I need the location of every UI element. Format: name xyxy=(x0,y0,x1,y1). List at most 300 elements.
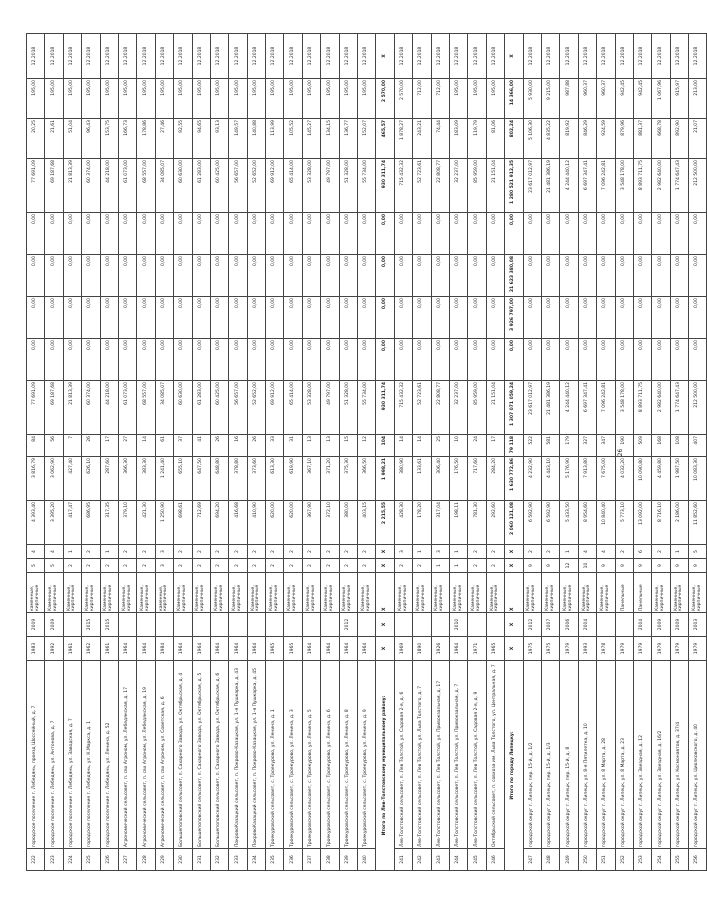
cell-address: городское поселение г. Лебедянь, ул. Ленина, д. 52 xyxy=(100,661,118,849)
cell-deadline: 12.2018 xyxy=(449,34,467,79)
cell-total-area: 317,04 xyxy=(431,501,449,545)
cell-total-area: 367,90 xyxy=(302,501,320,545)
cell-cost-col-a: 0,00 xyxy=(449,339,467,381)
cell-residents: 24 xyxy=(468,435,486,457)
cell-wall-material: Каменные, кирпичные xyxy=(266,573,284,613)
cell-residents: 84 xyxy=(27,435,45,457)
cell-max-unit-cost: 195,00 xyxy=(358,79,376,119)
cell-entrances: 2 xyxy=(118,545,136,559)
cell-floors: 3 xyxy=(155,559,173,573)
table-row xyxy=(670,34,688,871)
cell-unit-cost: 819,92 xyxy=(560,119,578,159)
cell-year-repair xyxy=(63,613,81,637)
cell-year-repair xyxy=(155,613,173,637)
cell-cost-col-c: 0,00 xyxy=(339,255,357,297)
cell-max-unit-cost: 987,88 xyxy=(560,79,578,119)
cell-max-unit-cost: 195,00 xyxy=(137,79,155,119)
table-row xyxy=(266,34,284,871)
cell-cost-col-e: 69 187,68 xyxy=(45,159,63,213)
table-row xyxy=(413,34,431,871)
cell-living-area: 1 987,50 xyxy=(670,457,688,501)
cell-cost-col-e: 6 697 347,41 xyxy=(578,159,596,213)
cell-entrances: 2 xyxy=(82,545,100,559)
cell-floors: 12 xyxy=(560,559,578,573)
cell-residents: 10 xyxy=(449,435,467,457)
cell-cost-col-e: 68 557,00 xyxy=(137,159,155,213)
cell-residents: 347 xyxy=(597,435,615,457)
cell-living-area: 366,30 xyxy=(118,457,136,501)
cell-year-repair xyxy=(210,613,228,637)
cell-max-unit-cost: 195,00 xyxy=(174,79,192,119)
cell-deadline: 12.2018 xyxy=(541,34,559,79)
cell-year-built: 1965 xyxy=(284,637,302,661)
cell-total-cost: 60 374,00 xyxy=(82,381,100,435)
cell-total-area: 292,60 xyxy=(486,501,504,545)
cell-cost-col-b: 0,00 xyxy=(413,297,431,339)
cell-floors: 2 xyxy=(192,559,210,573)
cell-deadline: 12.2018 xyxy=(284,34,302,79)
cell-total-area: 410,90 xyxy=(247,501,265,545)
cell-year-repair: 2015 xyxy=(82,613,100,637)
cell-residents: 26 xyxy=(247,435,265,457)
cell-cost-col-c: 0,00 xyxy=(358,255,376,297)
cell-address: Троекуровский сельсовет, с. Троекурово, ул. Ленина, д. 1 xyxy=(266,661,284,849)
cell-no: Итого по Лев-Толстовскому муниципальному району: xyxy=(376,661,394,871)
cell-year-built: 1964 xyxy=(449,637,467,661)
cell-floors: 2 xyxy=(63,559,81,573)
cell-max-unit-cost: 195,00 xyxy=(118,79,136,119)
cell-residents: 27 xyxy=(118,435,136,457)
cell-deadline: 12.2018 xyxy=(174,34,192,79)
cell-year-repair xyxy=(118,613,136,637)
cell-cost-col-a: 0,00 xyxy=(302,339,320,381)
cell-cost-col-e: 1 280 521 912,35 xyxy=(505,159,523,213)
cell-unit-cost: 134,15 xyxy=(321,119,339,159)
cell-wall-material: каменные, кирпичные xyxy=(155,573,173,613)
cell-cost-col-d: 0,00 xyxy=(63,213,81,255)
cell-residents: 7 xyxy=(63,435,81,457)
cell-address: городское поселение г. Лебедянь, ул. Антонова, д. 7 xyxy=(45,661,63,849)
cell-residents: 14 xyxy=(137,435,155,457)
cell-address: Троекуровский сельсовет, с. Троекурово, ул. Ленина, д. 3 xyxy=(284,661,302,849)
cell-cost-col-a: 0,00 xyxy=(284,339,302,381)
cell-entrances: 3 xyxy=(394,545,412,559)
cell-max-unit-cost: 195,00 xyxy=(266,79,284,119)
cell-total-area: 1 250,90 xyxy=(155,501,173,545)
cell-entrances: 6 xyxy=(633,545,651,559)
cell-cost-col-d: 0,00 xyxy=(652,213,670,255)
cell-year-repair xyxy=(468,613,486,637)
cell-cost-col-e: 4 244 440,12 xyxy=(560,159,578,213)
cell-total-cost: 3 548 178,00 xyxy=(615,381,633,435)
cell-floors: 2 xyxy=(284,559,302,573)
cell-year-repair xyxy=(137,613,155,637)
cell-living-area: 648,80 xyxy=(210,457,228,501)
cell-year-repair: 2004 xyxy=(578,613,596,637)
cell-max-unit-cost: 1 067,96 xyxy=(652,79,670,119)
cell-cost-col-a: 0,00 xyxy=(597,339,615,381)
cell-cost-col-e: 49 797,00 xyxy=(321,159,339,213)
cell-cost-col-d: 0,00 xyxy=(376,213,394,255)
cell-wall-material: Каменные, кирпичные xyxy=(302,573,320,613)
table-row xyxy=(118,34,136,871)
cell-year-built: 1964 xyxy=(339,637,357,661)
cell-total-cost: 85 959,00 xyxy=(468,381,486,435)
cell-unit-cost: 81,06 xyxy=(486,119,504,159)
cell-wall-material: Каменные, кирпичные xyxy=(449,573,467,613)
cell-year-built: 1971 xyxy=(468,637,486,661)
cell-max-unit-cost: 195,00 xyxy=(63,79,81,119)
cell-cost-col-c: 0,00 xyxy=(229,255,247,297)
cell-cost-col-e: 69 912,00 xyxy=(266,159,284,213)
cell-cost-col-e: 61 073,00 xyxy=(118,159,136,213)
cell-no: 223 xyxy=(45,849,63,871)
cell-wall-material: Каменные, кирпичные xyxy=(541,573,559,613)
cell-floors: 10 xyxy=(578,559,596,573)
cell-floors: X xyxy=(376,559,394,573)
cell-max-unit-cost: 195,00 xyxy=(45,79,63,119)
cell-residents: 108 xyxy=(670,435,688,457)
cell-cost-col-a: 0,00 xyxy=(339,339,357,381)
cell-entrances: 2 xyxy=(210,545,228,559)
cell-wall-material: Каменные, кирпичные xyxy=(339,573,357,613)
cell-address: городское поселение г. Лебедянь, проезд Шоссейный, д. 7 xyxy=(27,661,45,849)
table-row xyxy=(321,34,339,871)
cell-cost-col-b: 0,00 xyxy=(82,297,100,339)
cell-cost-col-d: 0,00 xyxy=(45,213,63,255)
cell-cost-col-d: 0,00 xyxy=(670,213,688,255)
cell-residents: 37 xyxy=(174,435,192,457)
cell-cost-col-c: 0,00 xyxy=(321,255,339,297)
cell-cost-col-d: 0,00 xyxy=(27,213,45,255)
cell-no: 253 xyxy=(633,849,651,871)
cell-deadline: 12.2018 xyxy=(229,34,247,79)
cell-year-built: 1964 xyxy=(192,637,210,661)
cell-total-cost: 4 244 440,12 xyxy=(560,381,578,435)
cell-cost-col-b: 0,00 xyxy=(100,297,118,339)
cell-cost-col-d: 0,00 xyxy=(247,213,265,255)
cell-cost-col-a: 0,00 xyxy=(118,339,136,381)
cell-deadline: 12.2018 xyxy=(155,34,173,79)
cell-floors: 2 xyxy=(339,559,357,573)
cell-living-area: 306,40 xyxy=(431,457,449,501)
cell-entrances: 2 xyxy=(468,545,486,559)
cell-deadline: 12.2018 xyxy=(597,34,615,79)
cell-year-repair: 2012 xyxy=(523,613,541,637)
cell-cost-col-a: 0,00 xyxy=(413,339,431,381)
cell-cost-col-b: 0,00 xyxy=(358,297,376,339)
cell-cost-col-b: 0,00 xyxy=(541,297,559,339)
cell-deadline: 12.2018 xyxy=(210,34,228,79)
cell-cost-col-b: 0,00 xyxy=(247,297,265,339)
cell-no: 251 xyxy=(597,849,615,871)
cell-cost-col-a: 0,00 xyxy=(45,339,63,381)
cell-address: городской округ г. Липецк, ул. 8-я Пятилетка, д. 10 xyxy=(578,661,596,849)
cell-floors: 2 xyxy=(486,559,504,573)
cell-total-area: 417,47 xyxy=(63,501,81,545)
cell-entrances: 1 xyxy=(413,545,431,559)
cell-no: Итого по городу Липецку: xyxy=(505,661,523,871)
cell-living-area: 619,90 xyxy=(284,457,302,501)
cell-year-built: 1964 xyxy=(321,637,339,661)
cell-cost-col-c: 0,00 xyxy=(100,255,118,297)
cell-cost-col-a: 0,00 xyxy=(541,339,559,381)
cell-address: Лев-Толстовский сельсовет, п. Лев Толстой, ул. Привокзальная, д. 7 xyxy=(449,661,467,849)
cell-cost-col-e: 21 151,04 xyxy=(486,159,504,213)
cell-total-area: 380,00 xyxy=(339,501,357,545)
cell-cost-col-c: 0,00 xyxy=(431,255,449,297)
cell-cost-col-b: 0,00 xyxy=(284,297,302,339)
cell-deadline: 12.2018 xyxy=(100,34,118,79)
cell-address: Троекуровский сельсовет, с. Троекурово, ул. Ленина, д. 5 xyxy=(302,661,320,849)
cell-no: 249 xyxy=(560,849,578,871)
cell-cost-col-c: 0,00 xyxy=(541,255,559,297)
cell-year-built: 1964 xyxy=(358,637,376,661)
cell-cost-col-d: 0,00 xyxy=(229,213,247,255)
cell-cost-col-e: 52 723,61 xyxy=(413,159,431,213)
cell-cost-col-a: 0,00 xyxy=(247,339,265,381)
cell-living-area: 3 816,79 xyxy=(27,457,45,501)
cell-year-repair xyxy=(358,613,376,637)
cell-total-area: 686,95 xyxy=(82,501,100,545)
table-row xyxy=(523,34,541,871)
cell-cost-col-a: 0,00 xyxy=(431,339,449,381)
cell-living-area: 366,50 xyxy=(358,457,376,501)
cell-cost-col-b: 0,00 xyxy=(321,297,339,339)
cell-year-repair: 2007 xyxy=(541,613,559,637)
cell-deadline: 12.2018 xyxy=(615,34,633,79)
cell-cost-col-d: 0,00 xyxy=(523,213,541,255)
cell-year-repair: 2012 xyxy=(339,613,357,637)
cell-total-cost: 212 500,00 xyxy=(689,381,707,435)
cell-cost-col-b: 0,00 xyxy=(339,297,357,339)
cell-residents: 26 xyxy=(210,435,228,457)
cell-year-repair: 2009 xyxy=(45,613,63,637)
cell-address: городское поселение г. Лебедянь, ул. К.Маркса, д. 1 xyxy=(82,661,100,849)
cell-deadline: 12.2018 xyxy=(45,34,63,79)
cell-entrances: 2 xyxy=(339,545,357,559)
cell-entrances: 1 xyxy=(63,545,81,559)
cell-cost-col-d: 0,00 xyxy=(597,213,615,255)
cell-cost-col-c: 0,00 xyxy=(394,255,412,297)
cell-floors: 2 xyxy=(468,559,486,573)
cell-cost-col-a: 0,00 xyxy=(266,339,284,381)
cell-cost-col-a: 0,00 xyxy=(523,339,541,381)
cell-wall-material: Каменные, кирпичные xyxy=(45,573,63,613)
cell-total-cost: 51 328,00 xyxy=(339,381,357,435)
cell-cost-col-a: 0,00 xyxy=(321,339,339,381)
cell-total-cost: 1 774 647,43 xyxy=(670,381,688,435)
cell-cost-col-d: 0,00 xyxy=(560,213,578,255)
cell-residents: 168 xyxy=(652,435,670,457)
cell-no: 246 xyxy=(486,849,504,871)
cell-year-repair: 2004 xyxy=(633,613,651,637)
cell-entrances: 4 xyxy=(45,545,63,559)
cell-cost-col-d: 0,00 xyxy=(155,213,173,255)
cell-max-unit-cost: 195,00 xyxy=(155,79,173,119)
table-row xyxy=(486,34,504,871)
cell-year-repair: 2015 xyxy=(100,613,118,637)
cell-cost-col-a: 0,00 xyxy=(229,339,247,381)
cell-wall-material: Каменные, кирпичные xyxy=(358,573,376,613)
cell-no: 252 xyxy=(615,849,633,871)
cell-year-repair xyxy=(431,613,449,637)
cell-total-cost: 1 307 071 059,24 xyxy=(505,381,523,435)
cell-floors: 5 xyxy=(27,559,45,573)
cell-cost-col-e: 22 808,77 xyxy=(431,159,449,213)
cell-cost-col-a: 0,00 xyxy=(615,339,633,381)
cell-cost-col-b: 0,00 xyxy=(670,297,688,339)
cell-total-area: 3 395,20 xyxy=(45,501,63,545)
cell-entrances: 2 xyxy=(302,545,320,559)
cell-unit-cost: 1 878,27 xyxy=(394,119,412,159)
cell-max-unit-cost: 195,00 xyxy=(486,79,504,119)
cell-living-area: 3 062,90 xyxy=(45,457,63,501)
cell-cost-col-c: 0,00 xyxy=(523,255,541,297)
cell-year-built: 1964 xyxy=(210,637,228,661)
cell-residents: 15 xyxy=(339,435,357,457)
cell-residents: 13 xyxy=(321,435,339,457)
cell-unit-cost: 105,52 xyxy=(284,119,302,159)
cell-total-cost: 930 311,74 xyxy=(376,381,394,435)
cell-total-cost: 22 808,77 xyxy=(431,381,449,435)
housing-repair-table xyxy=(26,33,707,871)
cell-living-area: 4 443,10 xyxy=(541,457,559,501)
cell-year-repair: 2006 xyxy=(560,613,578,637)
cell-deadline: 12.2018 xyxy=(560,34,578,79)
cell-floors: 2 xyxy=(321,559,339,573)
cell-living-area: 7 675,00 xyxy=(597,457,615,501)
cell-no: 231 xyxy=(192,849,210,871)
cell-year-built: X xyxy=(505,637,523,661)
cell-max-unit-cost: 195,00 xyxy=(100,79,118,119)
cell-address: городской округ г. Липецк, ул. Циолковского, д. 40 xyxy=(689,661,707,849)
cell-cost-col-e: 51 328,00 xyxy=(339,159,357,213)
cell-floors: 2 xyxy=(302,559,320,573)
cell-cost-col-b: 0,00 xyxy=(633,297,651,339)
cell-floors: 2 xyxy=(413,559,431,573)
cell-total-cost: 60 425,00 xyxy=(210,381,228,435)
cell-address: Большепоповский сельсовет, п. Сахарного Завода, ул. Октябрьская, д. 4 xyxy=(174,661,192,849)
cell-year-repair xyxy=(413,613,431,637)
cell-year-built: 1979 xyxy=(689,637,707,661)
cell-unit-cost: 51,04 xyxy=(63,119,81,159)
cell-no: 242 xyxy=(413,849,431,871)
cell-living-area: 1 998,21 xyxy=(376,457,394,501)
cell-address: Агрономический сельсовет, п. свх Агроном, ул. Лебедянская, д. 19 xyxy=(137,661,155,849)
table-row xyxy=(394,34,412,871)
cell-cost-col-a: 0,00 xyxy=(578,339,596,381)
cell-unit-cost: 145,27 xyxy=(302,119,320,159)
cell-cost-col-d: 0,00 xyxy=(449,213,467,255)
cell-cost-col-b: 0,00 xyxy=(302,297,320,339)
table-row xyxy=(339,34,357,871)
cell-cost-col-c: 0,00 xyxy=(560,255,578,297)
cell-wall-material: X xyxy=(505,573,523,613)
cell-entrances: 2 xyxy=(615,545,633,559)
cell-unit-cost: 924,59 xyxy=(597,119,615,159)
cell-unit-cost: 153,75 xyxy=(100,119,118,159)
cell-entrances: 2 xyxy=(266,545,284,559)
cell-entrances: 2 xyxy=(229,545,247,559)
cell-living-area: 613,30 xyxy=(266,457,284,501)
cell-deadline: 12.2018 xyxy=(247,34,265,79)
cell-address: Октябрьский сельсовет, п. совхоза им. Льва Толстого, ул. Центральная, д. 7 xyxy=(486,661,504,849)
cell-total-area: 421,30 xyxy=(137,501,155,545)
cell-cost-col-c: 0,00 xyxy=(210,255,228,297)
cell-cost-col-e: 23 617 012,97 xyxy=(523,159,541,213)
cell-no: 237 xyxy=(302,849,320,871)
cell-max-unit-cost: 195,00 xyxy=(321,79,339,119)
cell-living-area: 1 241,40 xyxy=(155,457,173,501)
table-row xyxy=(302,34,320,871)
cell-cost-col-d: 0,00 xyxy=(339,213,357,255)
cell-residents: 25 xyxy=(431,435,449,457)
cell-year-built: 1979 xyxy=(615,637,633,661)
cell-cost-col-c: 0,00 xyxy=(118,255,136,297)
cell-unit-cost: 178,86 xyxy=(137,119,155,159)
cell-total-cost: 715 432,32 xyxy=(394,381,412,435)
cell-total-cost: 77 691,09 xyxy=(27,381,45,435)
cell-max-unit-cost: 2 570,00 xyxy=(394,79,412,119)
table-total-row xyxy=(505,34,523,871)
cell-cost-col-d: 0,00 xyxy=(174,213,192,255)
cell-year-built: 1890 xyxy=(413,637,431,661)
cell-cost-col-d: 0,00 xyxy=(633,213,651,255)
cell-wall-material: Каменные, кирпичные xyxy=(670,573,688,613)
cell-residents: 13 xyxy=(302,435,320,457)
cell-residents: 14 xyxy=(394,435,412,457)
cell-unit-cost: 879,96 xyxy=(615,119,633,159)
cell-cost-col-c: 0,00 xyxy=(578,255,596,297)
cell-cost-col-b: 0,00 xyxy=(652,297,670,339)
cell-unit-cost: 140,88 xyxy=(247,119,265,159)
cell-wall-material: Каменные, кирпичные xyxy=(192,573,210,613)
cell-unit-cost: 846,29 xyxy=(578,119,596,159)
cell-no: 234 xyxy=(247,849,265,871)
cell-cost-col-d: 0,00 xyxy=(118,213,136,255)
cell-year-repair xyxy=(174,613,192,637)
cell-cost-col-b: 0,00 xyxy=(210,297,228,339)
cell-wall-material: Каменные, кирпичные xyxy=(578,573,596,613)
cell-cost-col-e: 930 311,74 xyxy=(376,159,394,213)
cell-year-built: 1965 xyxy=(266,637,284,661)
cell-cost-col-e: 32 237,00 xyxy=(449,159,467,213)
cell-cost-col-a: 0,00 xyxy=(486,339,504,381)
cell-total-area: 4 393,40 xyxy=(27,501,45,545)
cell-total-area: 379,10 xyxy=(118,501,136,545)
cell-residents: 79 118 xyxy=(505,435,523,457)
cell-unit-cost: 183,09 xyxy=(449,119,467,159)
cell-entrances: 1 xyxy=(449,545,467,559)
cell-cost-col-d: 0,00 xyxy=(210,213,228,255)
cell-max-unit-cost: 960,37 xyxy=(597,79,615,119)
cell-deadline: 12.2018 xyxy=(394,34,412,79)
cell-cost-col-b: 0,00 xyxy=(431,297,449,339)
cell-entrances: 4 xyxy=(578,545,596,559)
cell-cost-col-e: 21 813,39 xyxy=(63,159,81,213)
cell-cost-col-e: 34 085,07 xyxy=(155,159,173,213)
cell-address: городской округ г. Липецк, ул. Космонавтов, д. 37/4 xyxy=(670,661,688,849)
cell-year-built: 1979 xyxy=(633,637,651,661)
cell-no: 227 xyxy=(118,849,136,871)
cell-deadline: 12.2018 xyxy=(652,34,670,79)
cell-cost-col-d: 0,00 xyxy=(394,213,412,255)
cell-deadline: 12.2018 xyxy=(63,34,81,79)
cell-total-area: 5 433,50 xyxy=(560,501,578,545)
cell-total-area: 2 215,55 xyxy=(376,501,394,545)
cell-wall-material: Каменные, кирпичные xyxy=(321,573,339,613)
